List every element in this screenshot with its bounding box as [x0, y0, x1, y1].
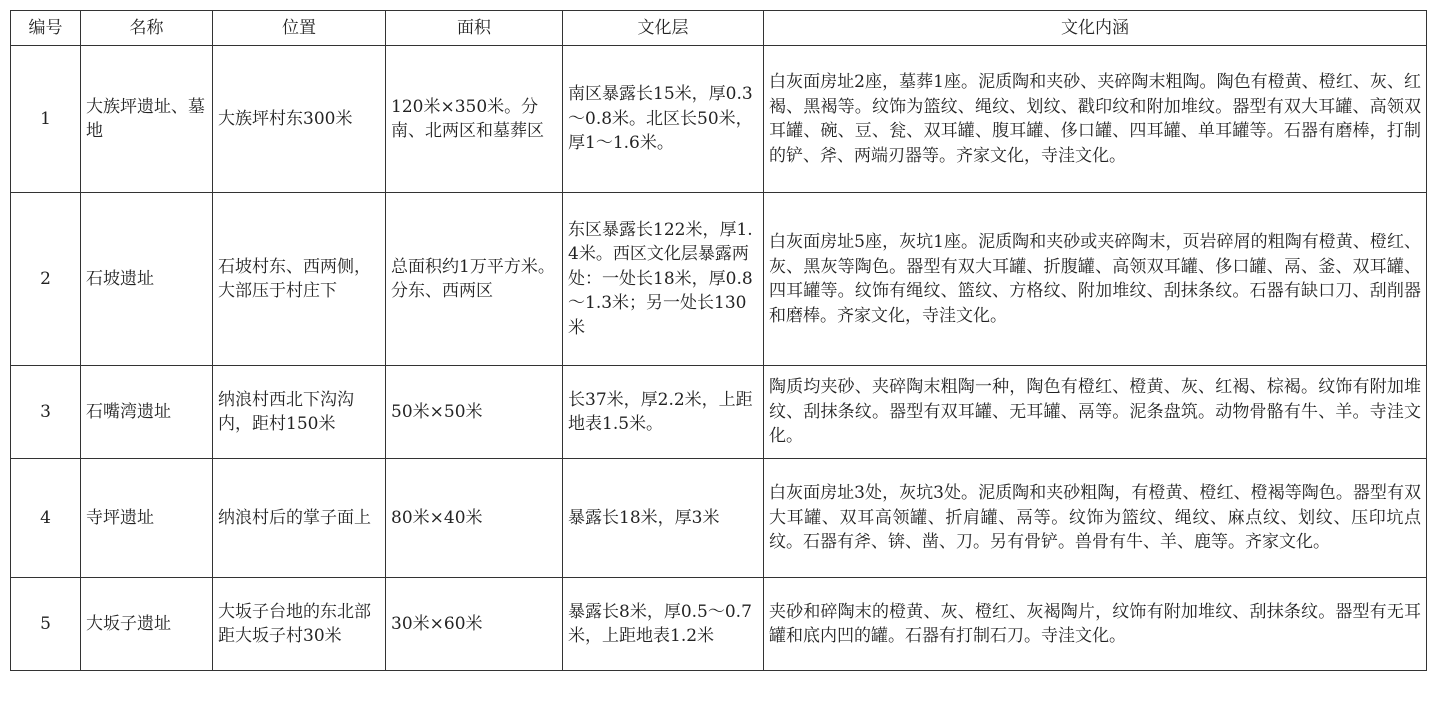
cell-name: 寺坪遗址: [81, 459, 213, 578]
cell-location: 纳浪村后的掌子面上: [213, 459, 386, 578]
cell-content: 白灰面房址3处，灰坑3处。泥质陶和夹砂粗陶，有橙黄、橙红、橙褐等陶色。器型有双大耳罐、双耳高领罐、折肩罐、鬲等。纹饰为篮纹、绳纹、麻点纹、划纹、压印坑点纹。石器有斧、锛、凿、刀。另有骨铲。兽骨有牛、羊、鹿等。齐家文化。: [764, 459, 1427, 578]
cell-layer: 长37米，厚2.2米，上距地表1.5米。: [563, 366, 764, 459]
table-row: [11, 459, 1427, 578]
cell-content: 夹砂和碎陶末的橙黄、灰、橙红、灰褐陶片，纹饰有附加堆纹、刮抹条纹。器型有无耳罐和底内凹的罐。石器有打制石刀。寺洼文化。: [764, 578, 1427, 671]
cell-layer: 东区暴露长122米，厚1.4米。西区文化层暴露两处：一处长18米，厚0.8～1.3米；另一处长130米: [563, 193, 764, 366]
cell-no: 4: [11, 459, 81, 578]
table-row: [11, 366, 1427, 459]
sites-table: [10, 10, 1427, 671]
header-name: 名称: [81, 11, 213, 46]
cell-no: 3: [11, 366, 81, 459]
cell-location: 大族坪村东300米: [213, 46, 386, 193]
header-location: 位置: [213, 11, 386, 46]
header-layer: 文化层: [563, 11, 764, 46]
cell-name: 石嘴湾遗址: [81, 366, 213, 459]
cell-no: 2: [11, 193, 81, 366]
table-row: [11, 46, 1427, 193]
table-row: [11, 193, 1427, 366]
cell-area: 50米×50米: [386, 366, 563, 459]
cell-layer: 南区暴露长15米，厚0.3～0.8米。北区长50米，厚1～1.6米。: [563, 46, 764, 193]
header-no: 编号: [11, 11, 81, 46]
table-row: [11, 578, 1427, 671]
cell-content: 白灰面房址2座，墓葬1座。泥质陶和夹砂、夹碎陶末粗陶。陶色有橙黄、橙红、灰、红褐、黑褐等。纹饰为篮纹、绳纹、划纹、戳印纹和附加堆纹。器型有双大耳罐、高领双耳罐、碗、豆、瓮、双耳罐、腹耳罐、侈口罐、四耳罐、单耳罐等。石器有磨棒，打制的铲、斧、两端刃器等。齐家文化，寺洼文化。: [764, 46, 1427, 193]
header-row: [11, 11, 1427, 46]
header-content: 文化内涵: [764, 11, 1427, 46]
cell-area: 120米×350米。分南、北两区和墓葬区: [386, 46, 563, 193]
cell-area: 80米×40米: [386, 459, 563, 578]
cell-layer: 暴露长8米，厚0.5～0.7米，上距地表1.2米: [563, 578, 764, 671]
cell-no: 5: [11, 578, 81, 671]
cell-name: 大坂子遗址: [81, 578, 213, 671]
cell-content: 陶质均夹砂、夹碎陶末粗陶一种，陶色有橙红、橙黄、灰、红褐、棕褐。纹饰有附加堆纹、刮抹条纹。器型有双耳罐、无耳罐、鬲等。泥条盘筑。动物骨骼有牛、羊。寺洼文化。: [764, 366, 1427, 459]
cell-area: 总面积约1万平方米。分东、西两区: [386, 193, 563, 366]
header-area: 面积: [386, 11, 563, 46]
cell-layer: 暴露长18米，厚3米: [563, 459, 764, 578]
cell-location: 纳浪村西北下沟沟内，距村150米: [213, 366, 386, 459]
cell-no: 1: [11, 46, 81, 193]
cell-name: 大族坪遗址、墓地: [81, 46, 213, 193]
cell-name: 石坡遗址: [81, 193, 213, 366]
cell-location: 石坡村东、西两侧，大部压于村庄下: [213, 193, 386, 366]
cell-location: 大坂子台地的东北部距大坂子村30米: [213, 578, 386, 671]
cell-area: 30米×60米: [386, 578, 563, 671]
cell-content: 白灰面房址5座，灰坑1座。泥质陶和夹砂或夹碎陶末，页岩碎屑的粗陶有橙黄、橙红、灰、黑灰等陶色。器型有双大耳罐、折腹罐、高领双耳罐、侈口罐、鬲、釜、双耳罐、四耳罐等。纹饰有绳纹、篮纹、方格纹、附加堆纹、刮抹条纹。石器有缺口刀、刮削器和磨棒。齐家文化，寺洼文化。: [764, 193, 1427, 366]
